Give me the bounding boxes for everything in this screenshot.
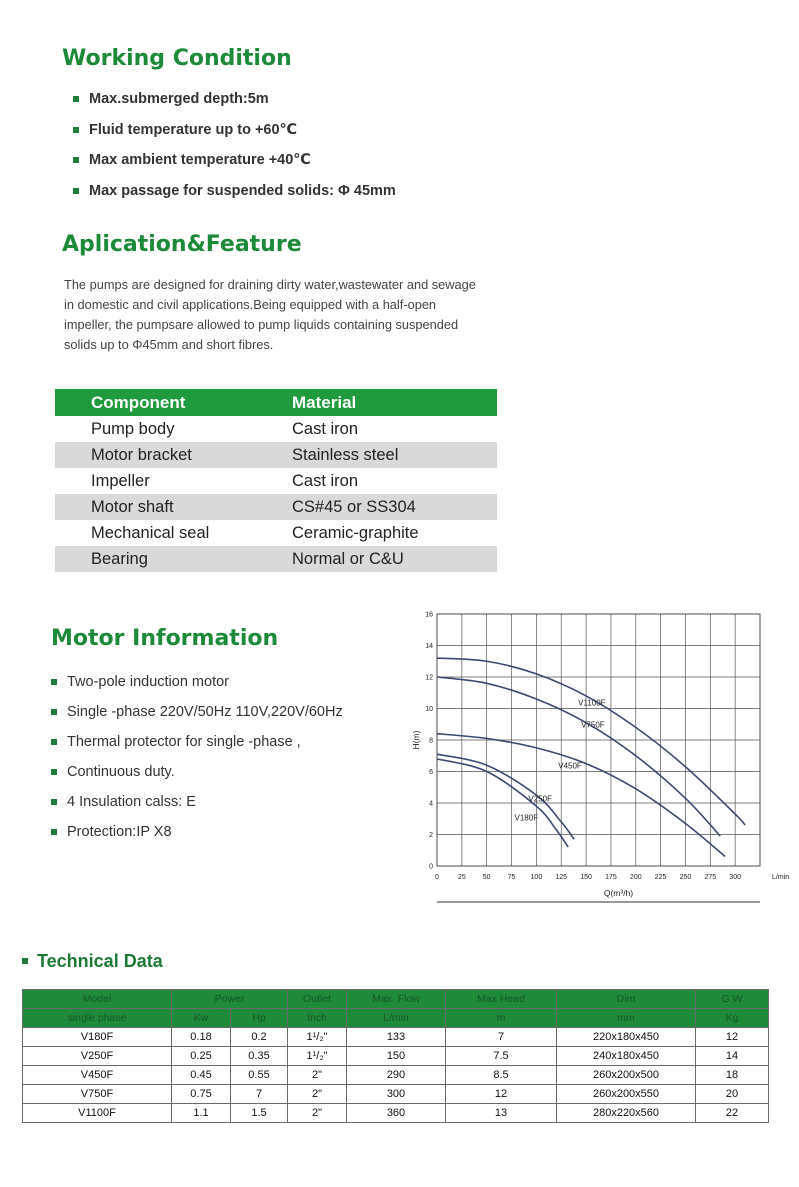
table-cell: 1.1 bbox=[172, 1104, 231, 1123]
table-row bbox=[23, 1047, 769, 1066]
technical-data-table bbox=[22, 989, 769, 1123]
table-header-row bbox=[55, 389, 497, 416]
x-axis-label: Q(m³/h) bbox=[603, 888, 634, 898]
text-line: solids up to Φ45mm and short fibres. bbox=[64, 337, 274, 352]
column-header: Model bbox=[23, 990, 172, 1009]
table-row bbox=[55, 442, 497, 468]
table-cell: 0.25 bbox=[172, 1047, 231, 1066]
y-tick-label: 0 bbox=[429, 863, 433, 871]
column-header: Kw bbox=[172, 1009, 231, 1028]
column-header: L/min bbox=[347, 1009, 446, 1028]
table-cell: 22 bbox=[696, 1104, 769, 1123]
bullet-square-icon bbox=[51, 709, 57, 715]
table-cell: 7.5 bbox=[446, 1047, 557, 1066]
table-cell: Cast iron bbox=[292, 416, 497, 442]
table-cell: 2" bbox=[288, 1104, 347, 1123]
column-header: Max. Flow bbox=[347, 990, 446, 1009]
table-cell: 240x180x450 bbox=[557, 1047, 696, 1066]
column-header: Hp bbox=[231, 1009, 288, 1028]
list-item: 4 Insulation calss: E bbox=[51, 787, 343, 817]
table-cell: 7 bbox=[231, 1085, 288, 1104]
x-tick-label: 125 bbox=[555, 874, 568, 881]
list-item: Continuous duty. bbox=[51, 757, 343, 787]
table-cell: 260x200x550 bbox=[557, 1085, 696, 1104]
column-header: Max Head bbox=[446, 990, 557, 1009]
x-tick-label: 100 bbox=[530, 874, 543, 881]
bullet-square-icon bbox=[73, 157, 79, 163]
curve-label: V180F bbox=[514, 813, 539, 823]
curve-label: V450F bbox=[558, 761, 582, 771]
application-title: Aplication&Feature bbox=[62, 232, 302, 257]
x-tick-label: 300 bbox=[729, 874, 741, 881]
table-cell: 360 bbox=[347, 1104, 446, 1123]
bullet-square-icon bbox=[73, 127, 79, 133]
table-cell: 133 bbox=[347, 1028, 446, 1047]
table-cell: Ceramic-graphite bbox=[292, 520, 497, 546]
bullet-square-icon bbox=[73, 188, 79, 194]
y-tick-label: 14 bbox=[425, 643, 433, 650]
table-cell: 220x180x450 bbox=[557, 1028, 696, 1047]
working-condition-title: Working Condition bbox=[62, 46, 292, 71]
table-row bbox=[55, 520, 497, 546]
table-cell: 0.18 bbox=[172, 1028, 231, 1047]
table-cell: V180F bbox=[23, 1028, 172, 1047]
table-cell: 0.75 bbox=[172, 1085, 231, 1104]
x-tick-label: 50 bbox=[482, 874, 491, 881]
table-cell: 20 bbox=[696, 1085, 769, 1104]
table-cell: 300 bbox=[347, 1085, 446, 1104]
x-tick-label: 75 bbox=[507, 874, 516, 881]
text-line: The pumps are designed for draining dirty water,wastewater and sewage bbox=[64, 277, 476, 292]
y-tick-label: 12 bbox=[425, 674, 433, 682]
list-item: Two-pole induction motor bbox=[51, 667, 343, 697]
column-header: m bbox=[446, 1009, 557, 1028]
performance-curve-svg bbox=[405, 606, 790, 906]
column-header: Outlet bbox=[288, 990, 347, 1009]
table-cell: 290 bbox=[347, 1066, 446, 1085]
table-cell: 14 bbox=[696, 1047, 769, 1066]
component-material-table bbox=[55, 389, 497, 572]
bullet-square-icon bbox=[51, 769, 57, 775]
table-cell: V750F bbox=[23, 1085, 172, 1104]
table-cell: Impeller bbox=[55, 468, 292, 494]
table-cell: 13 bbox=[446, 1104, 557, 1123]
table-row bbox=[23, 1028, 769, 1047]
bullet-square-icon bbox=[22, 958, 28, 964]
table-cell: 2" bbox=[288, 1066, 347, 1085]
table-cell: 1¹/₂" bbox=[288, 1028, 347, 1047]
y-tick-label: 6 bbox=[429, 769, 433, 776]
table-cell: 150 bbox=[347, 1047, 446, 1066]
table-cell: 12 bbox=[446, 1085, 557, 1104]
y-tick-label: 8 bbox=[429, 737, 433, 745]
column-header: Kg bbox=[696, 1009, 769, 1028]
bullet-square-icon bbox=[73, 96, 79, 102]
table-cell: V450F bbox=[23, 1066, 172, 1085]
column-header: Material bbox=[292, 389, 497, 416]
curve-label: V1100F bbox=[578, 698, 606, 708]
table-row bbox=[55, 546, 497, 572]
table-cell: 280x220x560 bbox=[557, 1104, 696, 1123]
performance-curve-chart bbox=[405, 606, 790, 906]
bullet-square-icon bbox=[51, 829, 57, 835]
table-cell: Normal or C&U bbox=[292, 546, 497, 572]
table-cell: 0.2 bbox=[231, 1028, 288, 1047]
x-tick-label: 200 bbox=[629, 874, 642, 881]
x-tick-label: 225 bbox=[654, 874, 667, 881]
text-line: impeller, the pumpsare allowed to pump liquids containing suspended bbox=[64, 317, 459, 332]
x-tick-label: 175 bbox=[605, 874, 617, 881]
column-header: single phase bbox=[23, 1009, 172, 1028]
table-cell: 7 bbox=[446, 1028, 557, 1047]
x-tick-label: 0 bbox=[435, 874, 439, 881]
table-cell: Motor shaft bbox=[55, 494, 292, 520]
table-cell: 1¹/₂" bbox=[288, 1047, 347, 1066]
table-cell: 8.5 bbox=[446, 1066, 557, 1085]
bullet-square-icon bbox=[51, 679, 57, 685]
column-header: Dim bbox=[557, 990, 696, 1009]
technical-data-title: Technical Data bbox=[37, 951, 163, 971]
table-row bbox=[23, 1104, 769, 1123]
y-tick-label: 2 bbox=[429, 832, 433, 839]
table-cell: 18 bbox=[696, 1066, 769, 1085]
table-cell: V1100F bbox=[23, 1104, 172, 1123]
table-cell: Cast iron bbox=[292, 468, 497, 494]
list-item: Max ambient temperature +40℃ bbox=[73, 145, 396, 176]
column-header: Power bbox=[172, 990, 288, 1009]
list-item: Max passage for suspended solids: Φ 45mm bbox=[73, 176, 396, 207]
bullet-square-icon bbox=[51, 739, 57, 745]
y-axis-label: H(m) bbox=[411, 730, 421, 750]
table-cell: Mechanical seal bbox=[55, 520, 292, 546]
x-tick-label: 275 bbox=[704, 874, 717, 881]
table-row bbox=[23, 1085, 769, 1104]
table-cell: 0.55 bbox=[231, 1066, 288, 1085]
x-tick-label: 150 bbox=[580, 874, 592, 881]
x-tick-label: 250 bbox=[679, 874, 692, 881]
table-cell: Bearing bbox=[55, 546, 292, 572]
list-item: Thermal protector for single -phase , bbox=[51, 727, 343, 757]
text-line: in domestic and civil applications.Being equipped with a half-open bbox=[64, 297, 437, 312]
column-header: G.W bbox=[696, 990, 769, 1009]
curve-label: V750F bbox=[581, 720, 605, 730]
column-header: Component bbox=[55, 389, 292, 416]
list-item: Fluid temperature up to +60℃ bbox=[73, 115, 396, 146]
table-header-row bbox=[23, 1009, 769, 1028]
y-tick-label: 10 bbox=[425, 706, 433, 713]
table-cell: 2" bbox=[288, 1085, 347, 1104]
table-cell: 0.35 bbox=[231, 1047, 288, 1066]
table-cell: 0.45 bbox=[172, 1066, 231, 1085]
column-header: Inch bbox=[288, 1009, 347, 1028]
table-cell: Motor bracket bbox=[55, 442, 292, 468]
list-item: Protection:IP X8 bbox=[51, 817, 343, 847]
list-item: Max.submerged depth:5m bbox=[73, 84, 396, 115]
list-item: Single -phase 220V/50Hz 110V,220V/60Hz bbox=[51, 697, 343, 727]
working-condition-list bbox=[73, 84, 396, 206]
motor-information-list bbox=[51, 667, 343, 847]
column-header: mm bbox=[557, 1009, 696, 1028]
table-row bbox=[55, 494, 497, 520]
application-description bbox=[64, 275, 534, 355]
table-row bbox=[23, 1066, 769, 1085]
y-tick-label: 16 bbox=[425, 611, 433, 619]
table-cell: V250F bbox=[23, 1047, 172, 1066]
table-cell: 12 bbox=[696, 1028, 769, 1047]
table-cell: 1.5 bbox=[231, 1104, 288, 1123]
bullet-square-icon bbox=[51, 799, 57, 805]
table-row bbox=[55, 468, 497, 494]
table-header-row bbox=[23, 990, 769, 1009]
x-tick-label: 25 bbox=[457, 874, 466, 881]
y-tick-label: 4 bbox=[429, 800, 433, 808]
curve-label: V250F bbox=[528, 794, 553, 804]
table-cell: Stainless steel bbox=[292, 442, 497, 468]
table-cell: Pump body bbox=[55, 416, 292, 442]
technical-data-heading bbox=[22, 950, 163, 972]
motor-information-title: Motor Information bbox=[51, 626, 279, 651]
table-cell: 260x200x500 bbox=[557, 1066, 696, 1085]
table-cell: CS#45 or SS304 bbox=[292, 494, 497, 520]
table-row bbox=[55, 416, 497, 442]
x-unit-label: L/min bbox=[772, 874, 790, 881]
